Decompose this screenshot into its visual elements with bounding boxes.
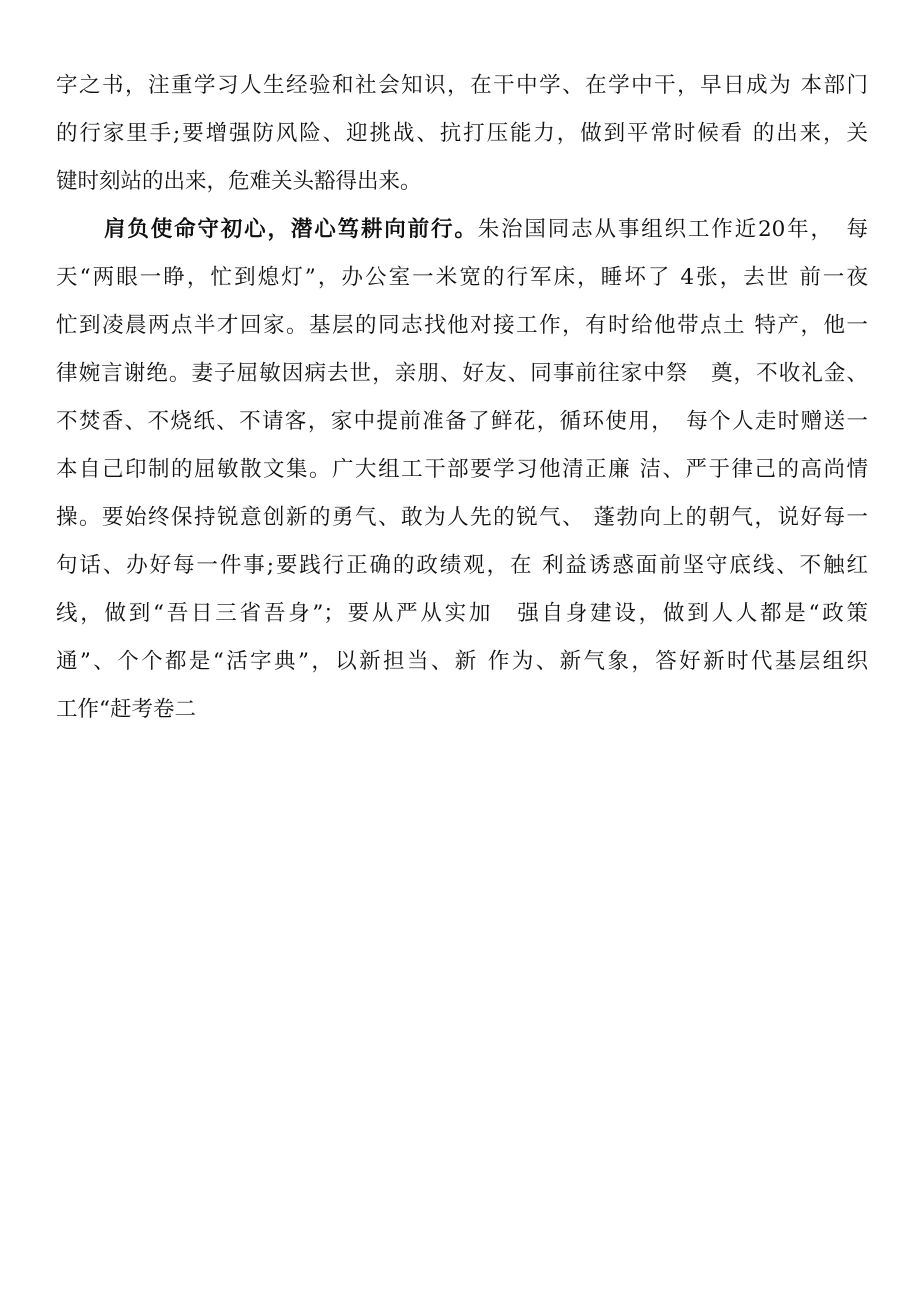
text-line: 本自己印制的屈敏散文集。广大组工干部要学习他清正廉 洁、严于律己的高尚情 <box>56 457 868 482</box>
text-line: 不焚香、不烧纸、不请客，家中提前准备了鲜花，循环使用， 每个人走时赠送一 <box>56 409 868 434</box>
paragraph-2 <box>56 206 868 734</box>
text-line: 字之书，注重学习人生经验和社会知识，在干中学、在学中干，早日成为 本部门 <box>56 73 868 98</box>
heading-line-rest: 朱治国同志从事组织工作近20年， 每 <box>477 217 868 242</box>
text-line: 的行家里手;要增强防风险、迎挑战、抗打压能力，做到平常时候看 的出来，关 <box>56 121 868 146</box>
paragraph-1 <box>56 62 868 206</box>
text-line: 句话、办好每一件事;要践行正确的政绩观，在 利益诱惑面前坚守底线、不触红 <box>56 553 868 578</box>
text-line: 工作“赶考卷二 <box>56 697 196 722</box>
text-line: 操。要始终保持锐意创新的勇气、敢为人先的锐气、 蓬勃向上的朝气，说好每一 <box>56 505 868 530</box>
text-line: 键时刻站的出来，危难关头豁得出来。 <box>56 169 422 194</box>
text-line-first <box>56 206 868 254</box>
text-line: 天“两眼一睁，忙到熄灯”，办公室一米宽的行军床，睡坏了 4张，去世 前一夜 <box>56 265 868 290</box>
text-line: 忙到凌晨两点半才回家。基层的同志找他对接工作，有时给他带点土 特产，他一 <box>56 313 868 338</box>
text-line: 线，做到“吾日三省吾身”；要从严从实加 强自身建设，做到人人都是“政策 <box>56 601 868 626</box>
text-line: 通”、个个都是“活字典”，以新担当、新 作为、新气象，答好新时代基层组织 <box>56 649 868 674</box>
paragraph-heading: 肩负使命守初心，潜心笃耕向前行。 <box>104 217 478 242</box>
document-body <box>56 62 868 734</box>
text-line: 律婉言谢绝。妻子屈敏因病去世，亲朋、好友、同事前往家中祭 奠，不收礼金、 <box>56 361 868 386</box>
